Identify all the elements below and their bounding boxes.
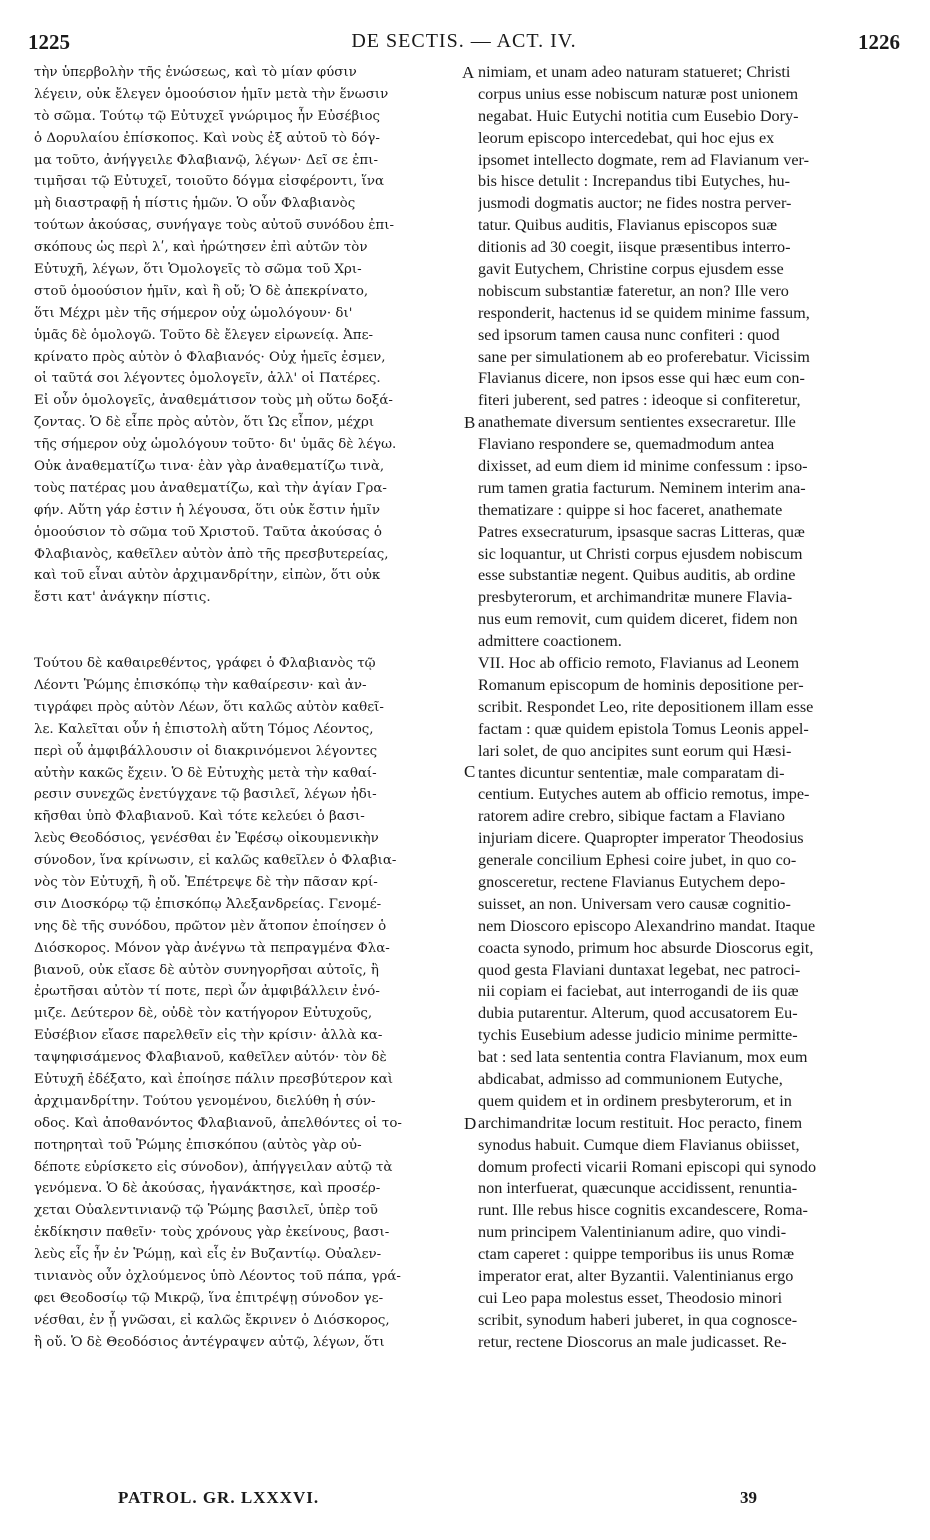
- text-line: λεὺς Θεοδόσιος, γενέσθαι ἐν Ἐφέσῳ οἰκουμενικὴν: [34, 831, 379, 847]
- text-line: fiteri juberent, sed patres : ideoque si confiteretur,: [478, 391, 801, 410]
- text-line: scribit. Respondet Leo, rite depositionem illam esse: [478, 697, 814, 716]
- footer-signature: 39: [740, 1488, 757, 1507]
- text-line: non interfuerat, quæcunque accidissent, renuntia-: [478, 1179, 798, 1198]
- text-line: nobiscum substantiæ fateretur, an non? Ille vero: [478, 281, 789, 300]
- paragraph-gap: [34, 631, 464, 653]
- text-line: corpus unius esse nobiscum naturæ post unionem: [478, 84, 799, 103]
- text-line: abdicabat, admisso ad communionem Eutyche,: [478, 1069, 783, 1088]
- text-line: ὁ Δορυλαίου ἐπίσκοπος. Καὶ νοὺς ἐξ αὐτοῦ τὸ δόγ-: [34, 130, 380, 146]
- text-line: τὴν ὑπερβολὴν τῆς ἑνώσεως, καὶ τὸ μίαν φύσιν: [34, 65, 357, 80]
- text-line: tatur. Quibus auditis, Flavianus episcopos suæ: [478, 216, 778, 235]
- text-line: Flaviano respondere se, quemadmodum antea: [478, 435, 775, 454]
- text-line: coacta synodo, primum hoc absurde Dioscorus egit,: [478, 938, 814, 957]
- page-footer: [118, 1488, 878, 1516]
- text-line: περὶ οὗ ἀμφιβάλλουσιν οἱ διακρινόμενοι λέγοντες: [34, 743, 378, 759]
- text-line: ἐρωτῆσαι αὐτὸν τί ποτε, περὶ ὧν ἀμφιβάλλειν ἐνό-: [34, 984, 380, 1000]
- text-line: οδος. Καὶ ἀποθανόντος Φλαβιανοῦ, ἀπελθόντες οἱ το-: [34, 1115, 402, 1131]
- text-line: anathemate diversum sentientes exsecraretur. Ille: [478, 413, 796, 432]
- text-line: Φλαβιανὸς, καθεῖλεν αὐτὸν ἀπὸ τῆς πρεσβυτερείας,: [34, 546, 389, 562]
- text-line: Εὐτυχῆ, λέγων, ὅτι Ὁμολογεῖς τὸ σῶμα τοῦ Χρι-: [34, 262, 362, 278]
- text-line: num principem Valentinianum adire, quo vindi-: [478, 1223, 787, 1242]
- text-line: sic loquantur, ut Christi corpus ejusdem nobiscum: [478, 544, 803, 563]
- text-line: Romanum episcopum de hominis depositione per-: [478, 675, 804, 694]
- text-line: ditionis ad 30 coegit, iisque præsentibus interro-: [478, 238, 791, 257]
- running-title: DE SECTIS. — ACT. IV.: [351, 30, 577, 52]
- text-line: sane per simulationem ab eo proferebatur. Vicissim: [478, 347, 810, 366]
- text-line: gavit Eutychem, Christine corpus ejusdem esse: [478, 260, 784, 279]
- text-line: leorum episcopo intercedebat, qui hoc ejus ex: [478, 128, 775, 147]
- text-line: lari solet, de quo ancipites sunt eorum qui Hæsi-: [478, 741, 792, 760]
- text-line: μα τοῦτο, ἀνήγγειλε Φλαβιανῷ, λέγων· Δεῖ σε ἐπι-: [34, 152, 378, 168]
- text-line: ἢ οὔ. Ὁ δὲ Θεοδόσιος ἀντέγραψεν αὐτῷ, λέγων, ὅτι: [34, 1334, 385, 1350]
- text-line: καὶ τοῦ εἶναι αὐτὸν ἀρχιμανδρίτην, εἰπὼν, ὅτι οὐκ: [34, 568, 381, 584]
- text-line: gnosceretur, rectene Flavianus Eutychem depo-: [478, 872, 786, 891]
- text-line: σκόπους ὡς περὶ λʹ, καὶ ἠρώτησεν ἐπὶ αὐτῶν τὸν: [34, 240, 368, 256]
- text-line: esse substantiæ negent. Quibus auditis, ab ordine: [478, 566, 796, 585]
- text-line: synodus habuit. Cumque diem Flavianus obiisset,: [478, 1135, 800, 1154]
- text-line: bat : sed lata sententia contra Flavianum, mox eum: [478, 1048, 808, 1067]
- text-line: νης δὲ τῆς συνόδου, πρῶτον μὲν ἄτοπον ἐποίησεν ὁ: [34, 918, 387, 934]
- footer-volume: PATROL. GR. LXXXVI.: [118, 1488, 320, 1507]
- text-line: Εὐσέβιον εἴασε παρελθεῖν εἰς τὴν κρίσιν· ἀλλὰ κα-: [34, 1028, 383, 1044]
- text-line: λεὺς εἷς ἦν ἐν Ῥώμῃ, καὶ εἷς ἐν Βυζαντίῳ. Οὐαλεν-: [34, 1247, 382, 1263]
- text-line: injuriam dicere. Quapropter imperator Theodosius: [478, 829, 804, 848]
- text-line: scribit, synodum haberi juberet, in qua cognosce-: [478, 1310, 798, 1329]
- text-line: rum tamen gratia facturum. Neminem interim ana-: [478, 478, 806, 497]
- section-marker-a: A: [462, 63, 475, 82]
- text-line: βιανοῦ, οὐκ εἴασε δὲ αὐτὸν συνηγορῆσαι αὐτοῖς, ἢ: [34, 962, 379, 978]
- text-line: τούτων ἀκούσας, συνήγαγε τοὺς αὐτοῦ συνόδου ἐπι-: [34, 218, 395, 234]
- text-line: dixisset, ad eum diem id minime confessum : ipso-: [478, 457, 808, 476]
- text-line: Διόσκορος. Μόνον γὰρ ἀνέγνω τὰ πεπραγμένα Φλα-: [34, 940, 390, 956]
- text-line: suisset, an non. Universam vero causæ cognitio-: [478, 894, 791, 913]
- text-line: τοὺς πατέρας μου ἀναθεματίζω, καὶ τὴν ἁγίαν Γρα-: [34, 480, 387, 496]
- text-line: ὅτι Μέχρι μὲν τῆς σήμερον οὐχ ὡμολόγουν· δι': [34, 305, 353, 321]
- greek-paragraph-lower: [34, 653, 464, 1354]
- text-line: κῆσθαι ὑπὸ Φλαβιανοῦ. Καὶ τότε κελεύει ὁ βασι-: [34, 809, 365, 825]
- text-line: retur, rectene Dioscorus an male judicasset. Re-: [478, 1332, 787, 1351]
- text-line: quem quidem et in ordinem presbyterorum, et in: [478, 1091, 792, 1110]
- text-line: σιν Διοσκόρῳ τῷ ἐπισκόπῳ Ἀλεξανδρείας. Γενομέ-: [34, 896, 382, 912]
- text-line: λε. Καλεῖται οὖν ἡ ἐπιστολὴ αὕτη Τόμος Λέοντος,: [34, 721, 374, 737]
- text-line: φήν. Αὕτη γάρ ἐστιν ἡ λέγουσα, ὅτι οὐκ ἔστιν ἡμῖν: [34, 502, 381, 518]
- text-line: VII. Hoc ab officio remoto, Flavianus ad Leonem: [478, 654, 800, 673]
- text-line: τῆς σήμερον οὐχ ὡμολόγουν τοῦτο· δι' ὑμᾶς δὲ λέγω.: [34, 437, 397, 453]
- paragraph-gap: [34, 609, 464, 631]
- text-line: runt. Ille rebus hisce cognitis excandescere, Roma-: [478, 1201, 808, 1220]
- text-line: sed ipsorum tamen causa nunc confiteri : quod: [478, 325, 780, 344]
- text-line: ὑμᾶς δὲ ὁμολογῶ. Τοῦτο δὲ ἔλεγεν εἰρωνείᾳ. Ἀπε-: [34, 327, 374, 343]
- text-line: factam : quæ quidem epistola Tomus Leonis appel-: [478, 719, 809, 738]
- text-line: domum profecti vicarii Romani episcopi qui synodo: [478, 1157, 817, 1176]
- latin-paragraphs: [478, 62, 894, 1354]
- text-line: οἱ ταῦτά σοι λέγοντες ὁμολογεῖν, ἀλλ' οἱ Πατέρες.: [34, 371, 381, 387]
- text-line: nus eum removit, cum quidem diceret, fidem non: [478, 610, 798, 629]
- text-line: λέγειν, οὐκ ἔλεγεν ὁμοούσιον ἡμῖν μετὰ τὴν ἕνωσιν: [34, 86, 389, 102]
- text-line: ρεσιν συνεχῶς ἐνετύγχανε τῷ βασιλεῖ, λέγων ἠδι-: [34, 787, 377, 803]
- text-line: centium. Eutyches autem ab officio remotus, impe-: [478, 785, 810, 804]
- section-marker-b: B: [464, 413, 476, 432]
- page-number-right: 1226: [858, 30, 900, 54]
- text-line: ipsomet intellecto dogmate, rem ad Flavianum ver-: [478, 150, 809, 169]
- text-line: νέσθαι, ἐν ᾗ γνῶσαι, εἰ καλῶς ἔκρινεν ὁ Διόσκορος,: [34, 1312, 390, 1328]
- text-line: ctam caperet : quippe temporibus iis unus Romæ: [478, 1245, 795, 1264]
- text-line: Εἰ οὖν ὁμολογεῖς, ἀναθεμάτισον τοὺς μὴ οὕτω δοξά-: [34, 393, 393, 409]
- text-line: στοῦ ὁμοούσιον ἡμῖν, καὶ ἢ οὔ; Ὁ δὲ ἀπεκρίνατο,: [34, 283, 369, 299]
- text-line: nii copiam ei faciebat, aut interrogandi de iis quæ: [478, 982, 799, 1001]
- running-header: [28, 30, 900, 64]
- text-line: bis hisce detulit : Increpandus tibi Eutyches, hu-: [478, 172, 790, 191]
- latin-column: [478, 62, 894, 1480]
- text-line: τινιανὸς οὖν ὀχλούμενος ὑπὸ Λέοντος τοῦ πάπα, γρά-: [34, 1268, 401, 1284]
- text-line: ταψηφισάμενος Φλαβιανοῦ, καθεῖλεν αὐτόν· τὸν δὲ: [34, 1050, 387, 1066]
- text-line: thematizare : quippe si hoc faceret, anathemate: [478, 500, 783, 519]
- text-line: Flavianus dicere, non ipsos esse qui hæc eum con-: [478, 369, 805, 388]
- greek-paragraph-upper: [34, 62, 464, 609]
- text-line: admittere coactionem.: [478, 632, 622, 651]
- text-line: nimiam, et unam adeo naturam statueret; Christi: [478, 63, 791, 81]
- text-line: presbyterorum, et archimandritæ munere Flavia-: [478, 588, 793, 607]
- text-line: Patres exsecraturum, ipsasque sacras Litteras, quæ: [478, 522, 805, 541]
- text-line: ζοντας. Ὁ δὲ εἶπε πρὸς αὐτὸν, ὅτι Ὡς εἶπον, μέχρι: [34, 415, 375, 431]
- text-line: responderit, hactenus id se quidem minime fassum,: [478, 303, 810, 322]
- text-line: γενόμενα. Ὁ δὲ ἀκούσας, ἠγανάκτησε, καὶ προσέρ-: [34, 1181, 381, 1197]
- text-line: τιμῆσαι τῷ Εὐτυχεῖ, τοιοῦτο δόγμα εἰσφέροντι, ἵνα: [34, 174, 385, 190]
- text-line: φει Θεοδοσίῳ τῷ Μικρῷ, ἵνα ἐπιτρέψῃ σύνοδον γε-: [34, 1290, 384, 1306]
- text-line: τὸ σῶμα. Τούτῳ τῷ Εὐτυχεῖ γνώριμος ἦν Εὐσέβιος: [34, 108, 381, 124]
- text-line: Λέοντι Ῥώμης ἐπισκόπῳ τὴν καθαίρεσιν· καὶ ἀν-: [34, 677, 367, 693]
- text-line: κρίνατο πρὸς αὐτὸν ὁ Φλαβιανός· Οὐχ ἡμεῖς ἐσμεν,: [34, 349, 386, 365]
- section-marker-d: D: [464, 1114, 477, 1133]
- text-line: dubia putarentur. Alterum, quod accusatorem Eu-: [478, 1004, 798, 1023]
- text-line: jusmodi dogmatis auctor; ne fides nostra perver-: [478, 194, 792, 213]
- text-line: imperator erat, alter Byzantii. Valentinianus ergo: [478, 1266, 794, 1285]
- text-line: ἀρχιμανδρίτην. Τούτου γενομένου, διελύθη ἡ σύν-: [34, 1093, 376, 1109]
- text-line: σύνοδον, ἵνα κρίνωσιν, εἰ καλῶς καθεῖλεν ὁ Φλαβια-: [34, 853, 397, 869]
- text-line: quod gesta Flaviani duntaxat legebat, nec patroci-: [478, 960, 801, 979]
- text-line: cui Leo papa molestus esset, Theodosio minori: [478, 1288, 783, 1307]
- text-line: Οὐκ ἀναθεματίζω τινα· ἐὰν γὰρ ἀναθεματίζω τινὰ,: [34, 459, 385, 475]
- text-line: generale concilium Ephesi coire jubet, in quo co-: [478, 851, 797, 870]
- text-line: νὸς τὸν Εὐτυχῆ, ἢ οὔ. Ἐπέτρεψε δὲ τὴν πᾶσαν κρί-: [34, 874, 378, 890]
- text-line: τιγράφει πρὸς αὐτὸν Λέων, ὅτι καλῶς αὐτὸν καθεῖ-: [34, 699, 384, 715]
- page-number-left: 1225: [28, 30, 70, 54]
- text-line: negabat. Huic Eutychi notitia cum Eusebio Dory-: [478, 106, 799, 125]
- text-line: ὁμοούσιον τὸ σῶμα τοῦ Χριστοῦ. Ταῦτα ἀκούσας ὁ: [34, 524, 382, 540]
- text-line: ἔστι κατ' ἀνάγκην πίστις.: [34, 590, 211, 606]
- text-line: χεται Οὐαλεντινιανῷ τῷ Ῥώμης βασιλεῖ, ὑπὲρ τοῦ: [34, 1203, 378, 1219]
- text-line: δέποτε εὑρίσκετο εἰς σύνοδον), ἀπήγγειλαν αὐτῷ τὰ: [34, 1159, 393, 1175]
- text-line: μὴ διαστραφῇ ἡ πίστις ἡμῶν. Ὁ οὖν Φλαβιανὸς: [34, 196, 356, 212]
- text-line: nem Dioscoro episcopo Alexandrino mandat. Itaque: [478, 916, 816, 935]
- text-line: archimandritæ locum restituit. Hoc peracto, finem: [478, 1113, 803, 1132]
- text-line: ποτηρηταὶ τοῦ Ῥώμης ἐπισκόπου (αὐτὸς γὰρ οὐ-: [34, 1137, 362, 1153]
- text-line: αὐτὴν κακῶς ἔχειν. Ὁ δὲ Εὐτυχὴς μετὰ τὴν καθαί-: [34, 765, 377, 781]
- text-line: ratorem adire crebro, sibique factam a Flaviano: [478, 807, 785, 826]
- text-line: Τούτου δὲ καθαιρεθέντος, γράφει ὁ Φλαβιανὸς τῷ: [34, 656, 376, 672]
- greek-column: [34, 62, 464, 1480]
- text-line: ἐκδίκησιν παθεῖν· τοὺς χρόνους γὰρ ἐκείνους, βασι-: [34, 1225, 390, 1241]
- text-line: Εὐτυχῆ ἐδέξατο, καὶ ἐποίησε πάλιν πρεσβύτερον καὶ: [34, 1071, 393, 1087]
- text-line: tychis Eusebium adesse judicio minime permitte-: [478, 1026, 798, 1045]
- text-line: μιζε. Δεύτερον δὲ, οὐδὲ τὸν κατήγορον Εὐτυχοῦς,: [34, 1006, 373, 1022]
- section-marker-c: C: [464, 762, 476, 781]
- text-line: tantes dicuntur sententiæ, male comparatam di-: [478, 763, 785, 782]
